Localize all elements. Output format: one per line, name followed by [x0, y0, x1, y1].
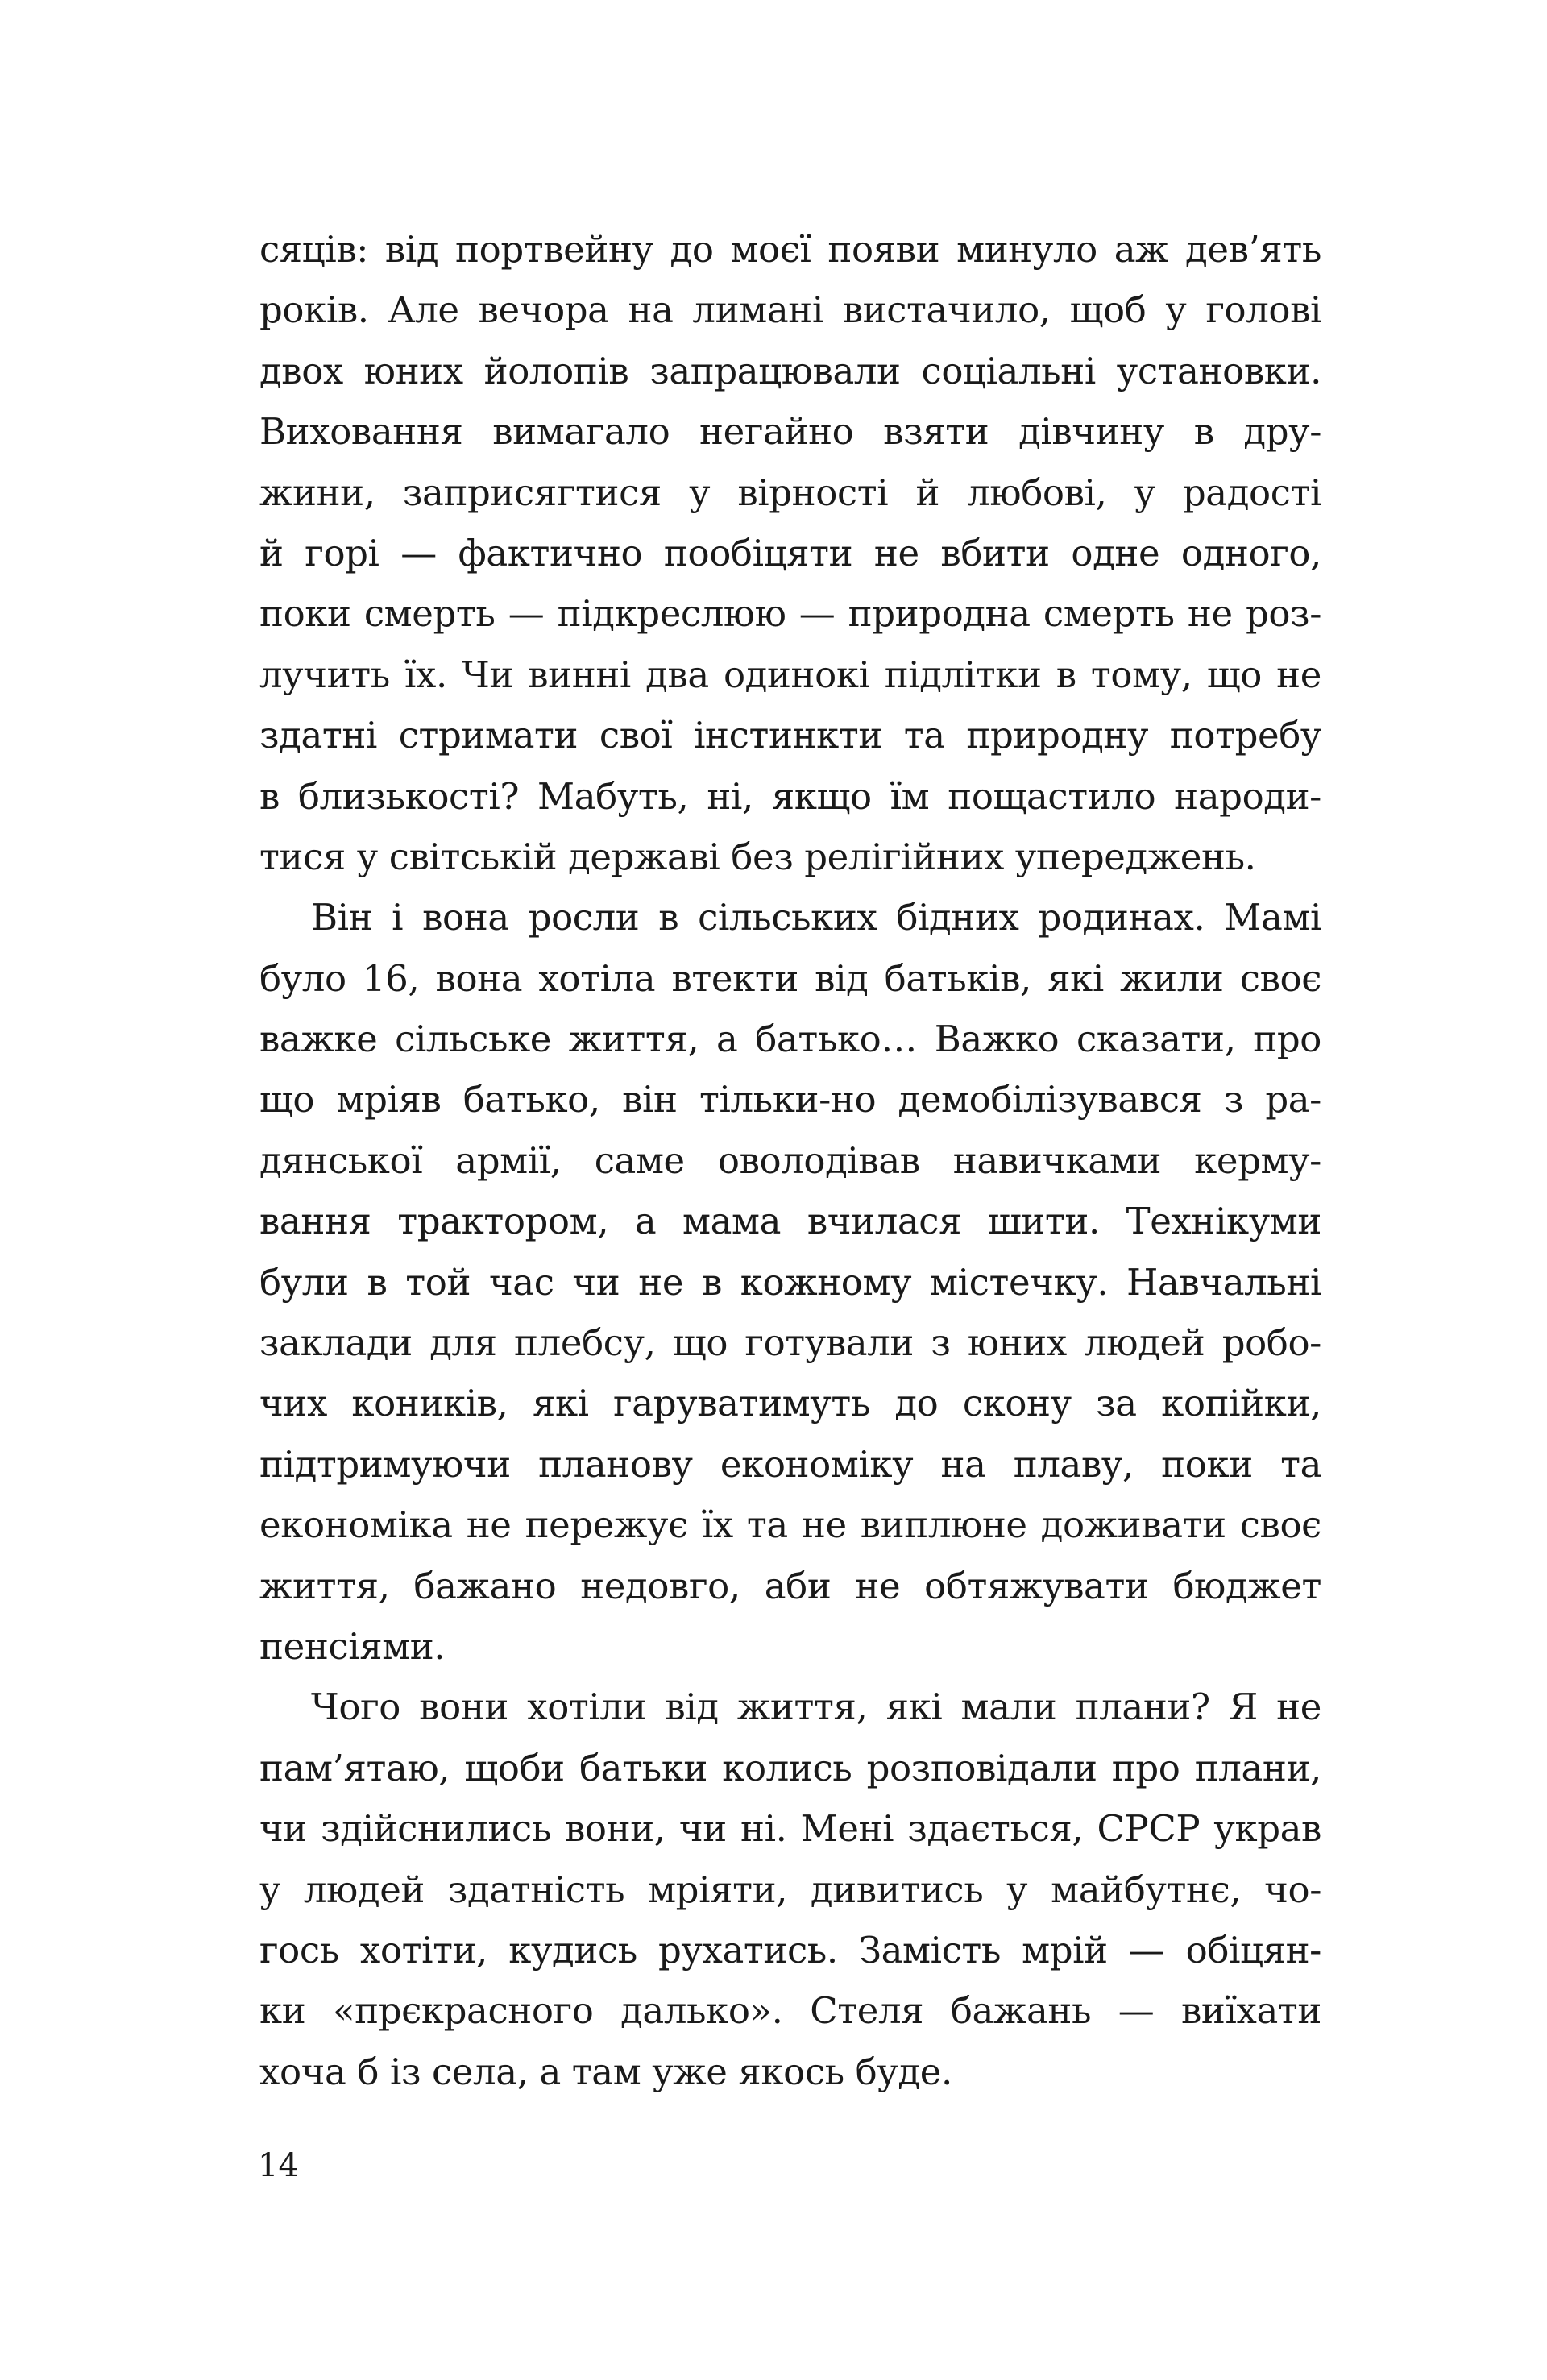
text-line: пам’ятаю, щоби батьки колись розповідали про плани, [259, 1746, 1321, 1789]
text-line: ки «прєкрасного далько». Стеля бажань — виїхати [259, 1989, 1321, 2033]
text-line: були в той час чи не в кожному містечку. Навчальні [259, 1260, 1321, 1304]
text-line: гось хотіти, кудись рухатись. Замість мрій — обіцян- [259, 1928, 1321, 1972]
text-line: Він і вона росли в сільських бідних родинах. Мамі [311, 896, 1321, 939]
text-line: було 16, вона хотіла втекти від батьків, які жили своє [259, 956, 1321, 1000]
text-line: чих коників, які гаруватимуть до скону за копійки, [259, 1382, 1321, 1425]
body-text [259, 219, 1321, 2102]
text-line: в близькості? Мабуть, ні, якщо їм пощастило народи- [259, 774, 1321, 818]
text-line: поки смерть — підкреслюю — природна смерть не роз- [259, 592, 1321, 636]
text-line: двох юних йолопів запрацювали соціальні установки. [259, 349, 1321, 392]
text-line: жини, заприсягтися у вірності й любові, у радості [259, 471, 1321, 514]
page-number: 14 [258, 2147, 299, 2184]
text-line: Виховання вимагало негайно взяти дівчину в дру- [259, 410, 1321, 454]
text-line: вання трактором, а мама вчилася шити. Технікуми [259, 1200, 1321, 1243]
text-line: що мріяв батько, він тільки-но демобілізувався з ра- [259, 1078, 1321, 1122]
text-line: економіка не пережує їх та не виплюне доживати своє [259, 1503, 1321, 1547]
text-line: лучить їх. Чи винні два одинокі підлітки в тому, що не [259, 653, 1321, 696]
text-line: заклади для плебсу, що готували з юних людей робо- [259, 1321, 1321, 1365]
text-line: пенсіями. [259, 1624, 446, 1668]
text-line: підтримуючи планову економіку на плаву, поки та [259, 1442, 1321, 1486]
paragraph-3 [259, 1677, 1321, 2102]
paragraph-2 [259, 887, 1321, 1677]
text-line: важке сільське життя, а батько… Важко сказати, про [259, 1018, 1321, 1061]
text-line: тися у світській державі без релігійних упереджень. [259, 835, 1256, 878]
text-line: життя, бажано недовго, аби не обтяжувати бюджет [259, 1564, 1321, 1607]
text-line: чи здійснились вони, чи ні. Мені здається, СРСР украв [259, 1807, 1321, 1851]
text-line: у людей здатність мріяти, дивитись у майбутнє, чо- [259, 1868, 1321, 1911]
text-line: років. Але вечора на лимані вистачило, щоб у голові [259, 288, 1321, 332]
text-line: й горі — фактично пообіцяти не вбити одне одного, [259, 531, 1321, 574]
text-line: Чого вони хотіли від життя, які мали плани? Я не [311, 1685, 1321, 1729]
text-line: дянської армії, саме оволодівав навичками керму- [259, 1138, 1321, 1182]
text-line: хоча б із села, а там уже якось буде. [259, 2050, 952, 2093]
text-line: здатні стримати свої інстинкти та природну потребу [259, 714, 1321, 757]
text-line: сяців: від портвейну до моєї появи минуло аж дев’ять [259, 228, 1321, 271]
paragraph-1 [259, 219, 1321, 887]
